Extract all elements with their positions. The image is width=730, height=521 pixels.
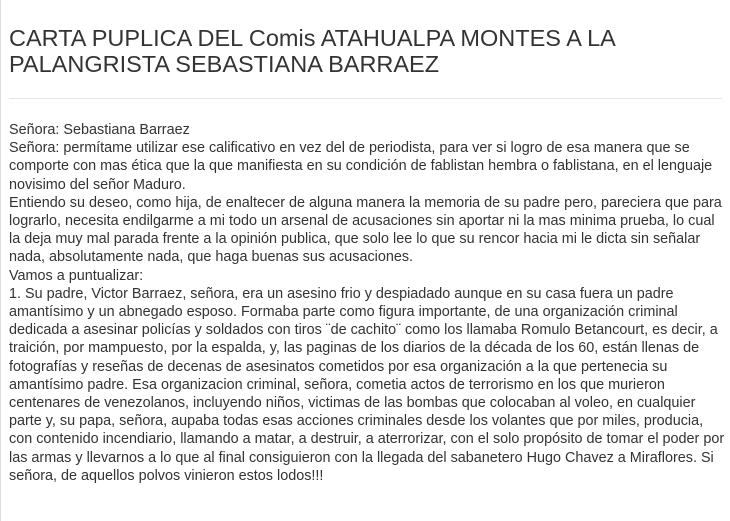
article-body [9,121,725,485]
article-paragraph: Vamos a puntualizar: [9,267,144,284]
article-paragraph: Señora: permítame utilizar ese calificativo en vez del de periodista, para ver si logro de esa manera que se comporte con mas ética que la que manifiesta en su condición de fablistan hembra o fablistana, en el lenguaje novisimo del señor Maduro. [9,140,713,193]
article-title: CARTA PUPLICA DEL Comis ATAHUALPA MONTES A LA PALANGRISTA SEBASTIANA BARRAEZ [9,25,615,77]
title-divider [9,98,722,99]
article-paragraph: Entiendo su deseo, como hija, de enaltecer de alguna manera la memoria de su padre pero, pareciera que para lograrlo, necesita endilgarme a mi todo un arsenal de acusaciones sin aportar ni la mas minima prueba, lo cual la deja muy mal parada frente a la opinión publica, que solo lee lo que su rencor hacia mi le dicta sin señalar nada, absolutamente nada, que haga buenas sus acusaciones. [9,194,722,266]
salutation: Señora: Sebastiana Barraez [9,122,190,138]
article-paragraph: 1. Su padre, Victor Barraez, señora, era un asesino frio y despiadado aunque en su casa fuera un padre amantísimo y un abnegado esposo. Formaba parte como figura importante, de una organización criminal dedicada a asesinar policías y soldados con tiros ¨de cachito¨ como los llamaba Romulo Betancourt, es decir, a traición, por mampuesto, por la espalda, y, las paginas de los diarios de la década de los 60, están llenas de fotografías y reseñas de decenas de asesinatos cometidos por esa organización a la que pertenecia su amantísimo padre. Esa organizacion criminal, señora, cometia actos de terrorismo en los que murieron centenares de venezolanos, incluyendo niños, victimas de las bombas que colocaban al voleo, en cualquier parte y, su papa, señora, aupaba todas esas acciones criminales desde los volantes que por miles, producia, con contenido incendiario, llamando a matar, a destruir, a aterrorizar, con el solo propósito de tomar el poder por las armas y llevarnos a lo que al final consiguieron con la llegada del sabanetero Hugo Chavez a Miraflores. Si señora, de aquellos polvos vinieron estos lodos!!! [9,285,725,484]
